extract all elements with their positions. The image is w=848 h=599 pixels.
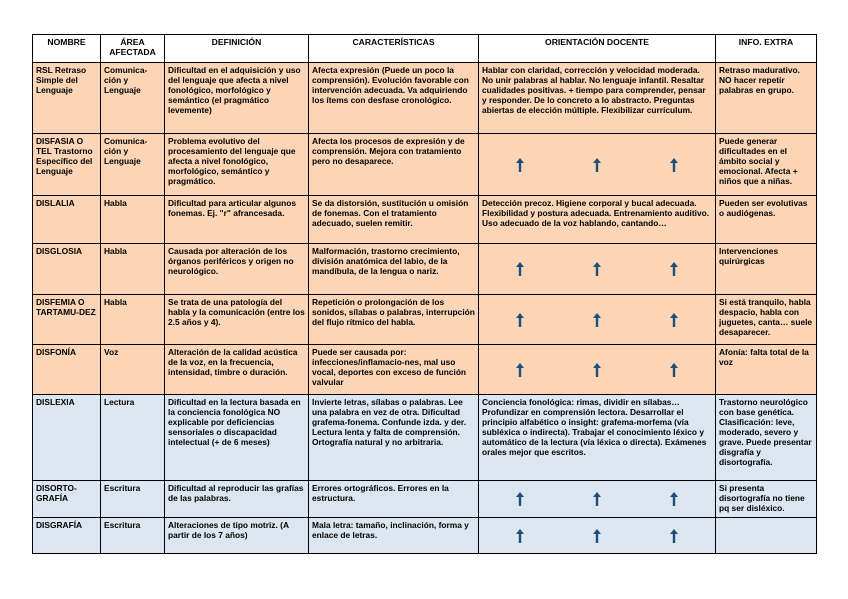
table-row (33, 481, 817, 518)
row-info: Si está tranquilo, habla despacio, habla con juguetes, canta… suele desaparecer. (716, 295, 817, 345)
up-arrow-icon (593, 492, 601, 506)
up-arrow-icon (593, 262, 601, 276)
row-caracteristicas: Invierte letras, sílabas o palabras. Lee una palabra en vez de otra. Dificultad grafema-fonema. Confunde izda. y der. Lectura lenta y falta de comprensión. Ortografía natural y no arbitraria. (309, 395, 479, 481)
up-arrow-icon (516, 313, 524, 327)
row-caracteristicas: Errores ortográficos. Errores en la estructura. (309, 481, 479, 518)
row-definicion: Alteraciones de tipo motriz. (A partir de los 7 años) (165, 518, 309, 554)
row-info: Intervenciones quirúrgicas (716, 244, 817, 295)
row-caracteristicas: Afecta los procesos de expresión y de comprensión. Mejora con tratamiento pero no desaparece. (309, 134, 479, 196)
table-row (33, 395, 817, 481)
row-area: Lectura (101, 395, 165, 481)
table-row (33, 518, 817, 554)
row-definicion: Dificultad al reproducir las grafías de las palabras. (165, 481, 309, 518)
up-arrow-icon (670, 313, 678, 327)
up-arrow-icon (670, 529, 678, 543)
row-info: Puede generar dificultades en el ámbito social y emocional. Afecta + niños que a niñas. (716, 134, 817, 196)
row-info: Retraso madurativo. NO hacer repetir palabras en grupo. (716, 63, 817, 134)
header-definicion: DEFINICIÓN (165, 35, 309, 63)
table-row (33, 244, 817, 295)
row-area: Habla (101, 295, 165, 345)
header-nombre: NOMBRE (33, 35, 101, 63)
row-caracteristicas: Mala letra: tamaño, inclinación, forma y enlace de letras. (309, 518, 479, 554)
row-orientacion: Conciencia fonológica: rimas, dividir en sílabas… Profundizar en comprensión lectora. Desarrollar el principio alfabético o insight: grafema-morfema (vía subléxica o indirecta). Trabajar el conocimiento léxico y automático de la lectura (vía léxica o directa). Exámenes orales mejor que escritos. (479, 395, 716, 481)
header-orientacion: ORIENTACIÓN DOCENTE (479, 35, 716, 63)
up-arrow-icon (516, 158, 524, 172)
row-area: Habla (101, 196, 165, 244)
up-arrow-icon (516, 492, 524, 506)
up-arrow-icon (593, 529, 601, 543)
row-caracteristicas: Afecta expresión (Puede un poco la comprensión). Evolución favorable con intervención adecuada. Va adquiriendo los ítems con desfase cronológico. (309, 63, 479, 134)
row-nombre: DISFONÍA (33, 345, 101, 395)
row-nombre: RSL Retraso Simple del Lenguaje (33, 63, 101, 134)
row-caracteristicas: Repetición o prolongación de los sonidos, sílabas o palabras, interrupción del flujo rítmico del habla. (309, 295, 479, 345)
row-orientacion-arrows (479, 244, 716, 295)
row-nombre: DISFEMIA O TARTAMU-DEZ (33, 295, 101, 345)
row-caracteristicas: Malformación, trastorno crecimiento, división anatómica del labio, de la mandíbula, de la lengua o nariz. (309, 244, 479, 295)
row-area: Voz (101, 345, 165, 395)
up-arrow-icon (516, 529, 524, 543)
table-row (33, 345, 817, 395)
row-orientacion-arrows (479, 518, 716, 554)
row-orientacion-arrows (479, 134, 716, 196)
row-area: Escritura (101, 481, 165, 518)
row-definicion: Dificultad para articular algunos fonemas. Ej. "r" afrancesada. (165, 196, 309, 244)
row-nombre: DISGRAFÍA (33, 518, 101, 554)
row-nombre: DISLEXIA (33, 395, 101, 481)
row-info: Trastorno neurológico con base genética. Clasificación: leve, moderado, severo y grave. Puede presentar disgrafía y disortografía. (716, 395, 817, 481)
row-info: Si presenta disortografía no tiene pq ser disléxico. (716, 481, 817, 518)
up-arrow-icon (670, 363, 678, 377)
row-area: Comunica-ción y Lenguaje (101, 134, 165, 196)
row-orientacion-arrows (479, 345, 716, 395)
row-info: Afonía: falta total de la voz (716, 345, 817, 395)
up-arrow-icon (593, 158, 601, 172)
row-orientacion-arrows (479, 481, 716, 518)
row-nombre: DISLALIA (33, 196, 101, 244)
row-area: Habla (101, 244, 165, 295)
row-caracteristicas: Se da distorsión, sustitución u omisión de fonemas. Con el tratamiento adecuado, suelen remitir. (309, 196, 479, 244)
row-nombre: DISFASIA O TEL Trastorno Específico del Lenguaje (33, 134, 101, 196)
row-area: Comunica-ción y Lenguaje (101, 63, 165, 134)
header-caracteristicas: CARACTERÍSTICAS (309, 35, 479, 63)
row-definicion: Se trata de una patología del habla y la comunicación (entre los 2.5 años y 4). (165, 295, 309, 345)
row-area: Escritura (101, 518, 165, 554)
row-definicion: Dificultad en la lectura basada en la conciencia fonológica NO explicable por deficiencias sensoriales o discapacidad intelectual (+ de 6 meses) (165, 395, 309, 481)
row-definicion: Causada por alteración de los órganos periféricos y origen no neurológico. (165, 244, 309, 295)
row-orientacion-arrows (479, 295, 716, 345)
up-arrow-icon (593, 313, 601, 327)
header-info: INFO. EXTRA (716, 35, 817, 63)
table-row (33, 63, 817, 134)
row-definicion: Alteración de la calidad acústica de la voz, en la frecuencia, intensidad, timbre o duración. (165, 345, 309, 395)
header-area: ÁREA AFECTADA (101, 35, 165, 63)
row-nombre: DISORTO-GRAFÍA (33, 481, 101, 518)
up-arrow-icon (516, 363, 524, 377)
header-row (33, 35, 817, 63)
up-arrow-icon (670, 492, 678, 506)
up-arrow-icon (516, 262, 524, 276)
row-orientacion: Detección precoz. Higiene corporal y bucal adecuada. Flexibilidad y postura adecuada. Entrenamiento auditivo. Uso adecuado de la voz hablando, cantando… (479, 196, 716, 244)
row-info (716, 518, 817, 554)
row-info: Pueden ser evolutivas o audiógenas. (716, 196, 817, 244)
up-arrow-icon (593, 363, 601, 377)
row-definicion: Problema evolutivo del procesamiento del lenguaje que afecta a nivel fonológico, morfológico, semántico y pragmático. (165, 134, 309, 196)
row-orientacion: Hablar con claridad, corrección y velocidad moderada. No unir palabras al hablar. No lenguaje infantil. Resaltar cualidades positivas. + tiempo para comprender, pensar y responder. De lo concreto a lo abstracto. Preguntas abiertas de elección múltiple. Flexibilizar currículum. (479, 63, 716, 134)
row-caracteristicas: Puede ser causada por: infecciones/inflamacio-nes, mal uso vocal, deportes con exceso de función valvular (309, 345, 479, 395)
row-definicion: Dificultad en el adquisición y uso del lenguaje que afecta a nivel fonológico, morfológico y semántico (el pragmático levemente) (165, 63, 309, 134)
table-row (33, 134, 817, 196)
row-nombre: DISGLOSIA (33, 244, 101, 295)
disorders-table (32, 34, 817, 554)
table-row (33, 295, 817, 345)
up-arrow-icon (670, 262, 678, 276)
up-arrow-icon (670, 158, 678, 172)
table-row (33, 196, 817, 244)
